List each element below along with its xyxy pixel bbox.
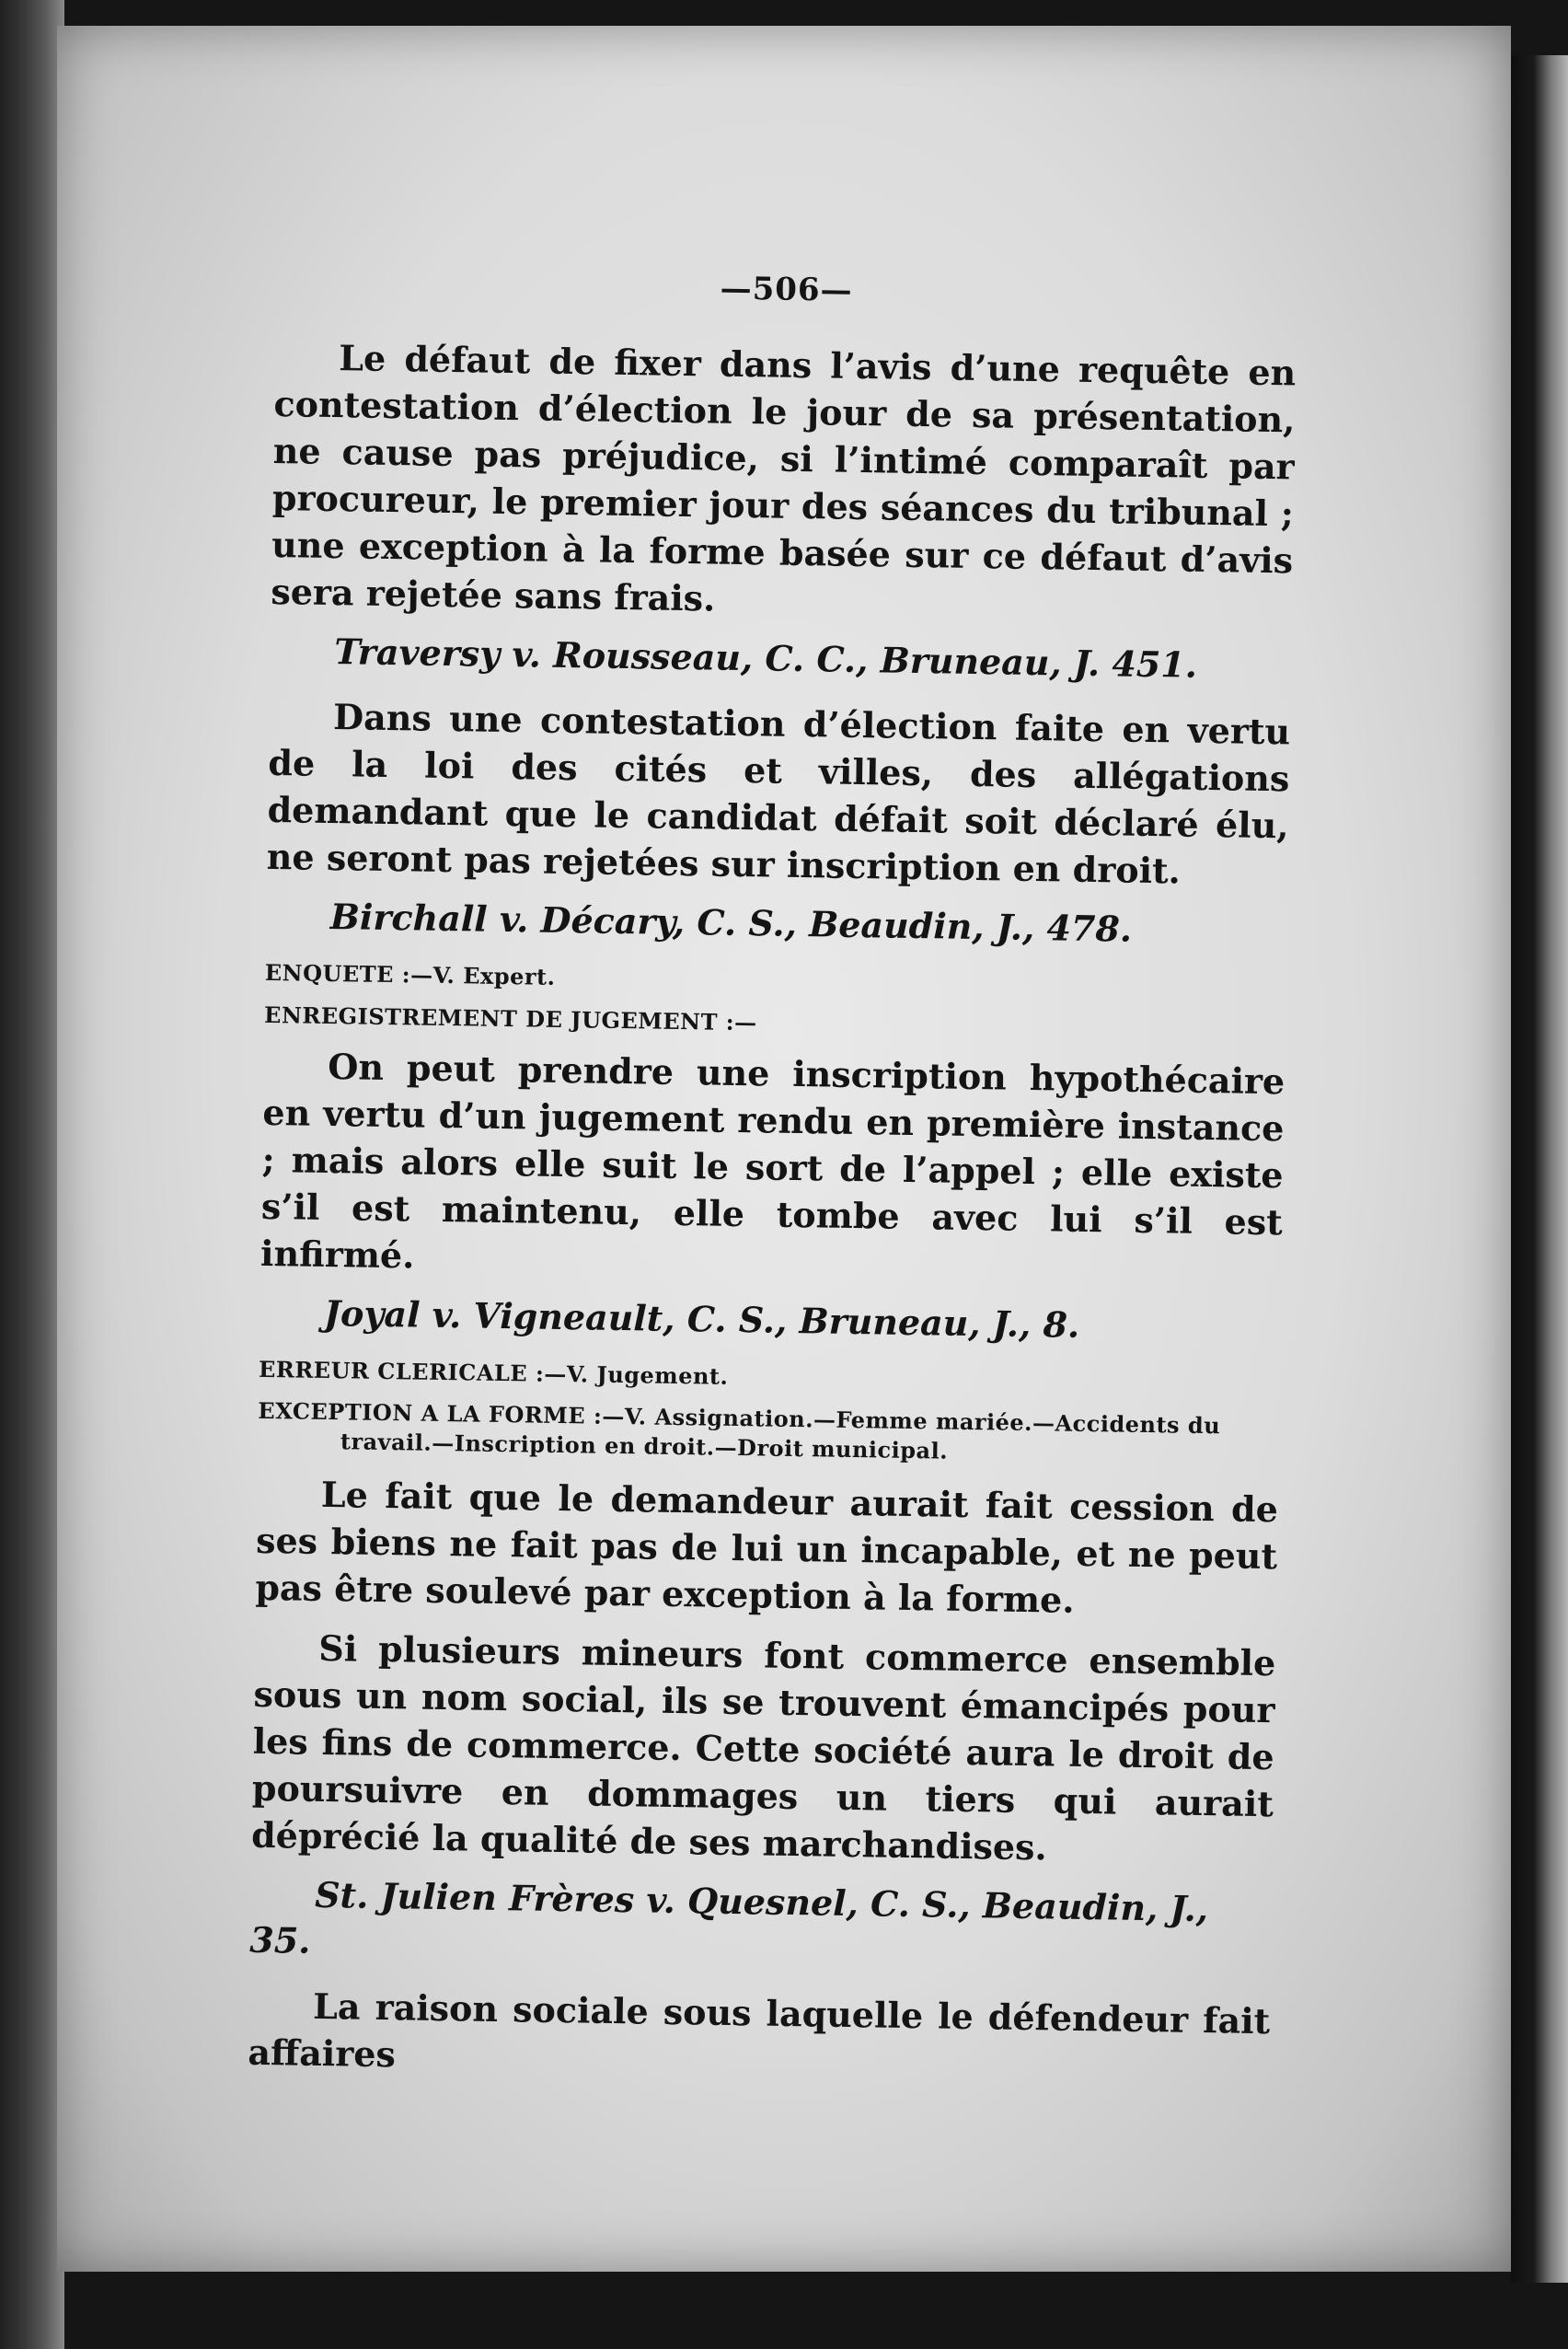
heading-exception-forme: EXCEPTION A LA FORME :—V. Assignation.—Femme mariée.—Accidents du travail.—Inscription en droit.—Droit municipal. (258, 1396, 1221, 1464)
citation-traversy: Traversy v. Rousseau, C. C., Bruneau, J. 451. (334, 631, 1198, 686)
book-edge-left (0, 0, 64, 2349)
paragraph-raison-sociale: La raison sociale sous laquelle le défendeur fait affaires (248, 1984, 1271, 2076)
paragraph-contestation-election: Dans une contestation d’élection faite en vertu de la loi des cités et villes, des allégations demandant que le candidat défait soit déclaré élu, ne seront pas rejetées sur inscription en droit. (266, 696, 1291, 892)
page-content (248, 263, 1297, 2104)
book-fold-right (1511, 55, 1568, 2283)
paragraph-cession-biens: Le fait que le demandeur aurait fait cession de ses biens ne fait pas de lui un incapable, et ne peut pas être soulevé par exception à la forme. (255, 1473, 1279, 1621)
citation-joyal: Joyal v. Vigneault, C. S., Bruneau, J., 8. (323, 1291, 1080, 1346)
paragraph-inscription-hypothecaire: On peut prendre une inscription hypothécaire en vertu d’un jugement rendu en première instance ; mais alors elle suit le sort de l’appel ; elle existe s’il est maintenu, elle tombe avec lui s’il est infirmé. (259, 1045, 1286, 1277)
heading-enquete: ENQUETE :—V. Expert. (264, 958, 556, 990)
citation-birchall: Birchall v. Décary, C. S., Beaudin, J., 478. (329, 896, 1133, 950)
heading-erreur-clericale: ERREUR CLERICALE :—V. Jugement. (258, 1355, 729, 1390)
page-number: —506— (720, 270, 853, 309)
paragraph-defaut-avis: Le défaut de fixer dans l’avis d’une requête en contestation d’élection le jour de sa présentation, ne cause pas préjudice, si l’intimé comparaît par procureur, le premier jour des séances du tribunal ; une exception à la forme basée sur ce défaut d’avis sera rejetée sans frais. (271, 337, 1297, 619)
heading-enregistrement: ENREGISTREMENT DE JUGEMENT :— (263, 1001, 757, 1036)
paragraph-mineurs-commerce: Si plusieurs mineurs font commerce ensemble sous un nom social, ils se trouvent émancipés pour les fins de commerce. Cette société aura le droit de poursuivre en dommages un tiers qui aurait déprécié la qualité de ses marchandises. (250, 1626, 1276, 1869)
citation-st-julien: St. Julien Frères v. Quesnel, C. S., Beaudin, J., 35. (249, 1873, 1209, 1961)
